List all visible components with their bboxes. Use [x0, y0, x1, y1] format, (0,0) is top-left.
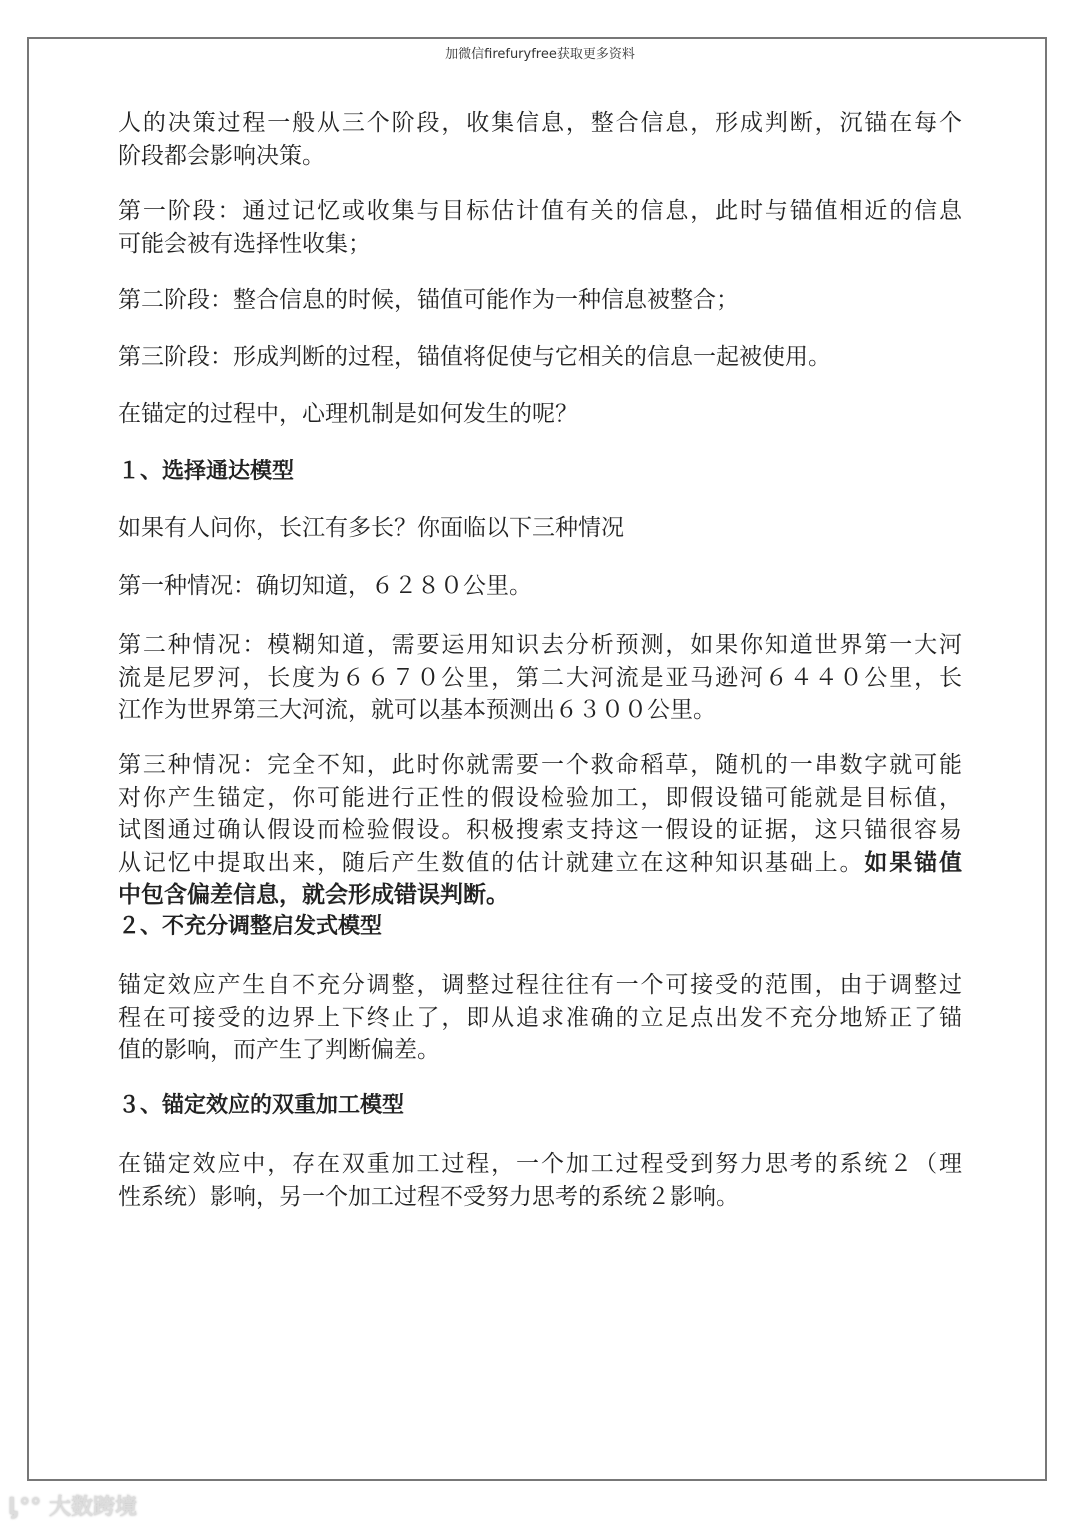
line: 第三阶段：形成判断的过程，锚值将促使与它相关的信息一起被使用。 — [118, 344, 831, 370]
line: 人的决策过程一般从三个阶段，收集信息，整合信息，形成判断，沉锚在每个 — [118, 110, 962, 136]
paragraph — [118, 969, 962, 1067]
paragraph — [118, 341, 962, 374]
line — [118, 847, 962, 880]
watermark-text: 大数跨境 — [48, 1495, 137, 1520]
paragraph — [118, 107, 962, 172]
paragraph — [118, 512, 962, 545]
line: 试图通过确认假设而检验假设。积极搜索支持这一假设的证据，这只锚很容易 — [118, 817, 962, 843]
paragraph — [118, 1148, 962, 1213]
paragraph — [118, 629, 962, 727]
line: 江作为世界第三大河流，就可以基本预测出６３００公里。 — [118, 697, 716, 723]
watermark-logo — [8, 1490, 137, 1521]
paragraph — [118, 570, 962, 603]
section-heading: ２、不充分调整启发式模型 — [118, 914, 383, 939]
line: 性系统）影响，另一个加工过程不受努力思考的系统２影响。 — [118, 1183, 739, 1210]
logo-icon: ᶅ°° — [8, 1495, 42, 1520]
bold-text: 中包含偏差信息，就会形成错误判断。 — [118, 882, 509, 908]
paragraph — [118, 284, 962, 317]
text: 从记忆中提取出来，随后产生数值的估计就建立在这种知识基础上。 — [118, 849, 865, 876]
paragraph — [118, 398, 962, 431]
line: 阶段都会影响决策。 — [118, 142, 325, 169]
line: 第二种情况：模糊知道，需要运用知识去分析预测，如果你知道世界第一大河 — [118, 632, 962, 658]
line: 可能会被有选择性收集； — [118, 230, 371, 257]
line: 如果有人问你，长江有多长？你面临以下三种情况 — [118, 515, 624, 541]
line: 对你产生锚定，你可能进行正性的假设检验加工，即假设锚可能就是目标值， — [118, 784, 962, 811]
paragraph — [118, 749, 962, 912]
line: 程在可接受的边界上下终止了，即从追求准确的立足点出发不充分地矫正了锚 — [118, 1004, 962, 1031]
line: 流是尼罗河，长度为６６７０公里，第二大河流是亚马逊河６４４０公里，长 — [118, 664, 962, 691]
line: 第二阶段：整合信息的时候，锚值可能作为一种信息被整合； — [118, 287, 739, 313]
line: 第三种情况：完全不知，此时你就需要一个救命稻草，随机的一串数字就可能 — [118, 752, 962, 778]
line: 值的影响，而产生了判断偏差。 — [118, 1037, 440, 1063]
line: 第一种情况：确切知道，６２８０公里。 — [118, 573, 532, 599]
line: 锚定效应产生自不充分调整，调整过程往往有一个可接受的范围，由于调整过 — [118, 972, 962, 998]
section-heading: ３、锚定效应的双重加工模型 — [118, 1093, 405, 1118]
bold-text: 如果锚值 — [864, 849, 963, 876]
line: 在锚定效应中，存在双重加工过程，一个加工过程受到努力思考的系统２（理 — [118, 1151, 962, 1177]
section-heading: １、选择通达模型 — [118, 459, 295, 484]
paragraph — [118, 195, 962, 260]
line: 在锚定的过程中，心理机制是如何发生的呢？ — [118, 401, 578, 427]
page-header: 加微信firefuryfree获取更多资料 — [445, 47, 635, 62]
line: 第一阶段：通过记忆或收集与目标估计值有关的信息，此时与锚值相近的信息 — [118, 198, 962, 224]
